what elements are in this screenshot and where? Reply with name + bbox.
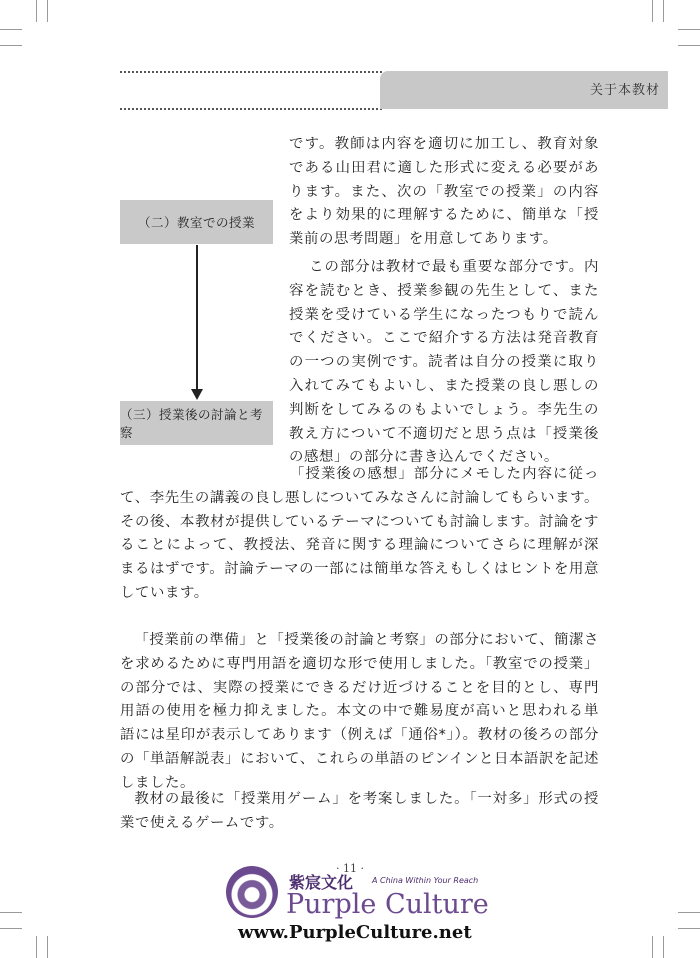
flow-step-three-box <box>120 401 273 445</box>
logo-url: www.PurpleCulture.net <box>238 922 472 943</box>
purple-culture-logo-icon <box>226 866 278 918</box>
crop-mark <box>678 928 700 929</box>
crop-mark <box>0 29 22 30</box>
paragraph: 「授業前の準備」と「授業後の討論と考察」の部分において、簡潔さを求めるために専門用語を適切な形で使用しました。「教室での授業」の部分では、実際の授業にできるだけ近づけることを目的とし、専門用語の使用を極力抑えました。本文の中で難易度が高いと思われる単語には星印が表示してあります（例えば「通俗*」）。教材の後ろの部分の「単語解説表」において、これらの単語のピンインと日本語訳を記述しました。 <box>120 632 599 791</box>
flow-step-two-label: （二）教室での授業 <box>137 215 255 230</box>
logo-tagline: A China Within Your Reach <box>372 876 479 885</box>
crop-mark <box>652 936 653 958</box>
crop-mark <box>36 936 37 958</box>
crop-mark <box>652 0 653 22</box>
crop-mark <box>678 912 700 913</box>
paragraph: 教材の最後に「授業用ゲーム」を考案しました。「一対多」形式の授業で使えるゲームです。 <box>120 791 599 831</box>
header-title: 关于本教材 <box>589 83 660 98</box>
header-dotted-rule <box>120 71 382 73</box>
crop-mark <box>0 45 22 46</box>
crop-mark <box>47 0 48 22</box>
crop-mark <box>0 928 22 929</box>
logo-chinese-name: 紫宸文化 <box>289 873 354 892</box>
crop-mark <box>0 912 22 913</box>
flow-step-three-label: （三）授業後の討論と考察 <box>120 407 264 440</box>
crop-mark <box>663 936 664 958</box>
flow-arrow <box>196 245 198 391</box>
crop-mark <box>47 936 48 958</box>
arrow-down-icon <box>191 389 203 400</box>
paragraph: この部分は教材で最も重要な部分です。内容を読むとき、授業参観の先生として、また授業を受けている学生になったつもりで読んでください。ここで紹介する方法は発音教育の一つの実例です。読者は自分の授業に取り入れてみてもよいし、また授業の良し悪しの判断をしてみるのもよいでしょう。李先生の教え方について不適切だと思う点は「授業後の感想」の部分に書き込んでください。 <box>289 259 599 466</box>
logo-english-name: Purple Culture <box>286 889 489 920</box>
crop-mark <box>678 45 700 46</box>
paragraph: 「授業後の感想」部分にメモした内容に従って、李先生の講義の良し悪しについてみなさんに討論してもらいます。その後、本教材が提供しているテーマについても討論します。討論をすることによって、教授法、発音に関する理論についてさらに理解が深まるはずです。討論テーマの一部には簡単な答えもしくはヒントを用意しています。 <box>120 466 599 601</box>
paragraph: です。教師は内容を適切に加工し、教育対象である山田君に適した形式に変える必要があります。また、次の「教室での授業」の内容をより効果的に理解するために、簡単な「授業前の思考問題」を用意してあります。 <box>289 136 599 248</box>
crop-mark <box>36 0 37 22</box>
crop-mark <box>663 0 664 22</box>
header-dotted-rule <box>120 108 382 110</box>
page-number: · 11 · <box>336 862 364 875</box>
flow-step-two-box <box>120 200 273 244</box>
crop-mark <box>678 29 700 30</box>
